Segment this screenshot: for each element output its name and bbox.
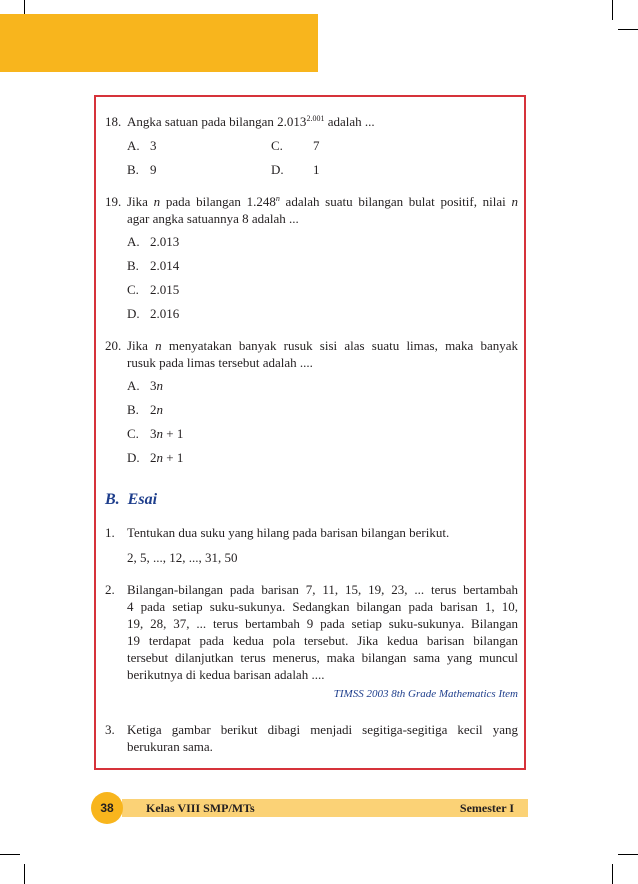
question-number: 18.	[105, 114, 122, 129]
question-text: Angka satuan pada bilangan $2.013^{2.001}$ adalah ...	[127, 114, 375, 129]
essay-text: Tentukan dua suku yang hilang pada barisan bilangan berikut.	[127, 525, 450, 540]
option-value: 9	[150, 162, 157, 177]
option-label: C.	[127, 426, 139, 441]
option-label: A.	[127, 234, 140, 249]
option-label: D.	[127, 450, 140, 465]
question-text: agar angka satuannya 8 adalah ...	[127, 211, 299, 226]
essay-text: 19, 28, 37, ... terus bertambah 9 pada setiap suku-sukunya. Bilangan	[127, 616, 518, 631]
option-label: B.	[127, 162, 139, 177]
option-label: D.	[127, 306, 140, 321]
option-label: C.	[271, 138, 283, 153]
source-reference: TIMSS 2003 8th Grade Mathematics Item	[333, 688, 518, 700]
option-label: A.	[127, 378, 140, 393]
option-value: 2n	[150, 402, 163, 417]
crop-mark	[612, 0, 613, 20]
header-band	[0, 14, 318, 72]
option-value: 3n	[150, 378, 163, 393]
question-text: Jika n pada bilangan 1.248$^n$ adalah suatu bilangan bulat positif, nilai n	[127, 194, 518, 209]
option-label: A.	[127, 138, 140, 153]
essay-text: Bilangan-bilangan pada barisan 7, 11, 15, 19, 23, ... terus bertambah	[127, 582, 518, 597]
crop-mark	[612, 864, 613, 884]
option-value: 2n + 1	[150, 450, 184, 465]
essay-text: berukuran sama.	[127, 739, 213, 754]
crop-mark	[0, 854, 20, 855]
option-label: B.	[127, 258, 139, 273]
option-value: 2.013	[150, 234, 180, 249]
essay-text: tersebut dilanjutkan terus menerus, maka bilangan sama yang muncul	[127, 650, 518, 665]
crop-mark	[24, 864, 25, 884]
essay-text: 19 terdapat pada kedua pola tersebut. Jika kedua barisan bilangan	[127, 633, 518, 648]
question-number: 19.	[105, 194, 122, 209]
page-number: 38	[91, 792, 123, 824]
option-value: 7	[313, 138, 320, 153]
crop-mark	[618, 29, 638, 30]
essay-text: berikutnya di kedua barisan adalah ....	[127, 667, 325, 682]
section-heading: B. Esai	[105, 491, 158, 508]
essay-number: 3.	[105, 722, 115, 737]
question-text: rusuk pada limas tersebut adalah ....	[127, 355, 313, 370]
essay-text: 4 pada setiap suku-sukunya. Sedangkan bilangan pada barisan 1, 10,	[127, 599, 518, 614]
essay-number: 2.	[105, 582, 115, 597]
option-value: 2.014	[150, 258, 180, 273]
footer-semester-label: Semester I	[459, 801, 514, 815]
option-label: D.	[271, 162, 284, 177]
option-label: C.	[127, 282, 139, 297]
option-value: 2.016	[150, 306, 180, 321]
essay-text: Ketiga gambar berikut dibagi menjadi segitiga-segitiga kecil yang	[127, 722, 518, 737]
option-label: B.	[127, 402, 139, 417]
option-value: 3n + 1	[150, 426, 184, 441]
option-value: 3	[150, 138, 157, 153]
essay-sequence: 2, 5, ..., 12, ..., 31, 50	[127, 550, 238, 565]
crop-mark	[618, 854, 638, 855]
question-text: Jika n menyatakan banyak rusuk sisi alas suatu limas, maka banyak	[127, 338, 518, 353]
essay-number: 1.	[105, 525, 115, 540]
option-value: 2.015	[150, 282, 180, 297]
option-value: 1	[313, 162, 320, 177]
question-number: 20.	[105, 338, 122, 353]
footer-class-label: Kelas VIII SMP/MTs	[146, 801, 255, 815]
